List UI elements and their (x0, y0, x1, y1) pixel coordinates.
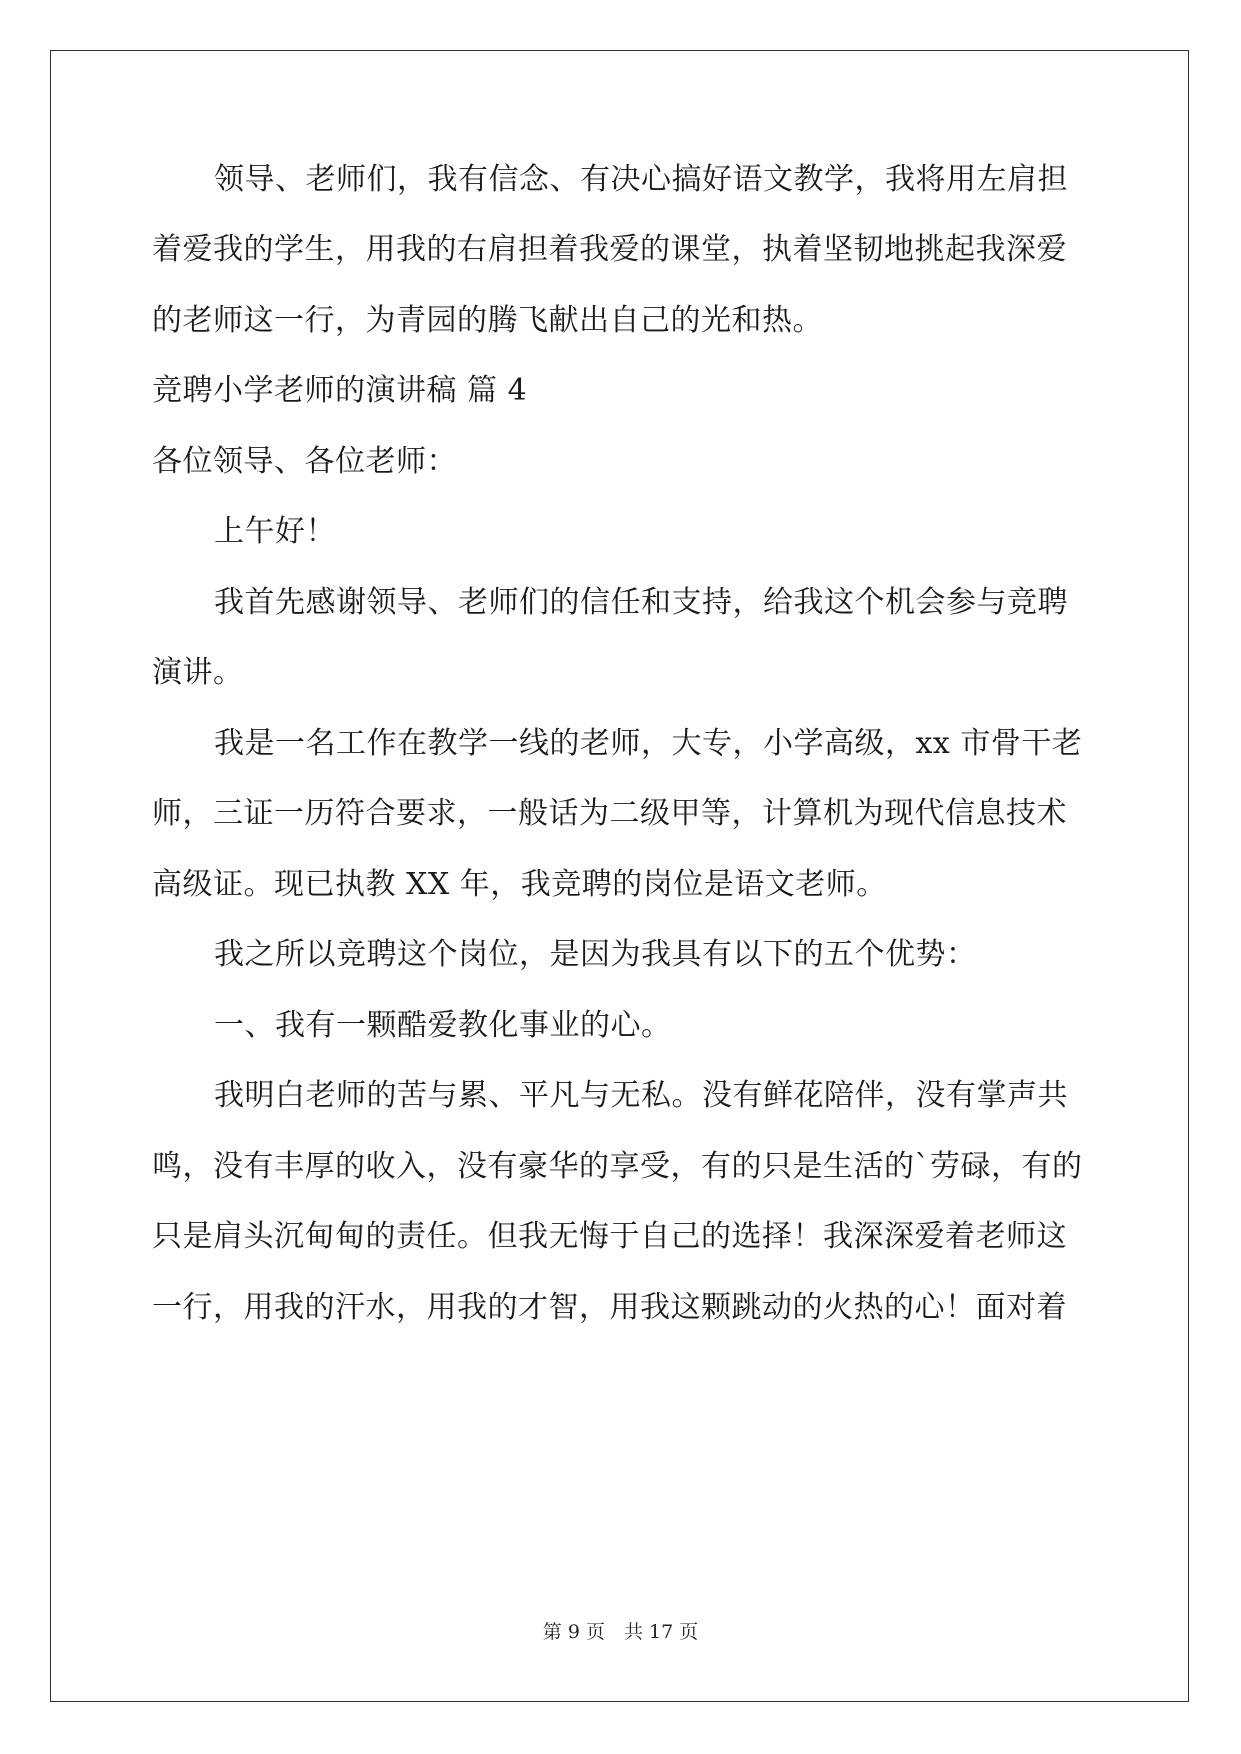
paragraph-line: 鸣，没有丰厚的收入，没有豪华的享受，有的只是生活的`劳碌，有的 (152, 1149, 1083, 1184)
list-heading: 一、我有一颗酷爱教化事业的心。 (214, 1008, 672, 1043)
page-number: 第 9 页 共 17 页 (542, 1621, 699, 1643)
salutation: 各位领导、各位老师： (152, 444, 457, 479)
greeting: 上午好！ (214, 514, 336, 549)
paragraph-line: 我明白老师的苦与累、平凡与无私。没有鲜花陪伴，没有掌声共 (214, 1078, 1068, 1113)
section-heading: 竞聘小学老师的演讲稿 篇 4 (152, 373, 528, 408)
paragraph-line: 着爱我的学生，用我的右肩担着我爱的课堂，执着坚韧地挑起我深爱 (152, 232, 1067, 267)
paragraph-line: 我首先感谢领导、老师们的信任和支持，给我这个机会参与竞聘 (214, 585, 1068, 620)
paragraph-line: 师，三证一历符合要求，一般话为二级甲等，计算机为现代信息技术 (152, 796, 1067, 831)
paragraph-line: 我之所以竞聘这个岗位，是因为我具有以下的五个优势： (214, 937, 977, 972)
paragraph-line: 我是一名工作在教学一线的老师，大专，小学高级，xx 市骨干老 (214, 726, 1083, 761)
paragraph-line: 演讲。 (152, 655, 244, 690)
paragraph-line: 一行，用我的汗水，用我的才智，用我这颗跳动的火热的心！面对着 (152, 1290, 1067, 1325)
paragraph-line: 只是肩头沉甸甸的责任。但我无悔于自己的选择！我深深爱着老师这 (152, 1219, 1067, 1254)
paragraph-line: 的老师这一行，为青园的腾飞献出自己的光和热。 (152, 303, 823, 338)
paragraph-line: 领导、老师们，我有信念、有决心搞好语文教学，我将用左肩担 (214, 162, 1068, 197)
paragraph-line: 高级证。现已执教 XX 年，我竞聘的岗位是语文老师。 (152, 867, 887, 902)
